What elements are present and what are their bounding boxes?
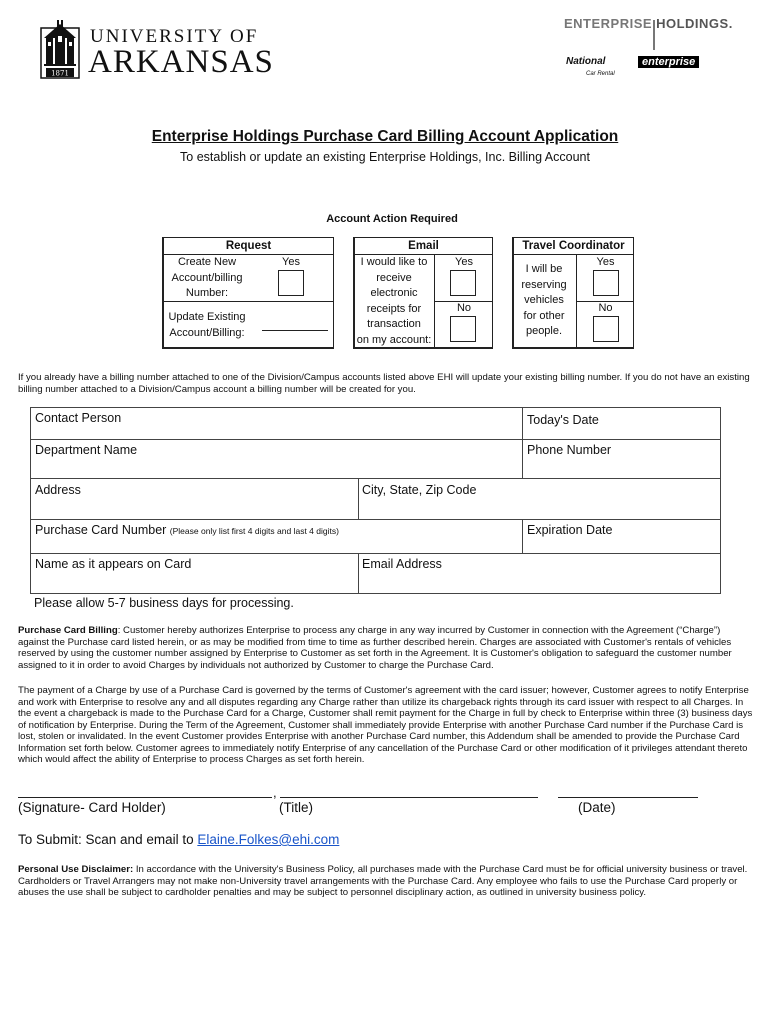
personal-use-disclaimer bbox=[18, 864, 753, 899]
row1-divider bbox=[522, 408, 523, 439]
create-line2: Account/billing bbox=[171, 271, 243, 284]
row3-divider bbox=[358, 478, 359, 519]
national-text: National bbox=[566, 56, 606, 67]
email-yes-checkbox[interactable] bbox=[450, 270, 476, 296]
signature-cardholder-label: (Signature- Card Holder) bbox=[18, 800, 166, 815]
row3-bottom bbox=[31, 519, 720, 520]
department-name-label: Department Name bbox=[35, 443, 138, 457]
contact-person-label: Contact Person bbox=[35, 411, 122, 425]
purchase-card-billing-heading: Purchase Card Billing bbox=[18, 625, 118, 636]
arkansas-text: ARKANSAS bbox=[88, 44, 274, 80]
title-label: (Title) bbox=[279, 800, 313, 815]
email-line5: transaction bbox=[367, 318, 421, 330]
travel-coordinator-header: Travel Coordinator bbox=[514, 238, 633, 255]
purchase-card-note: (Please only list first 4 digits and last 4 digits) bbox=[169, 526, 339, 536]
email-yes-label: Yes bbox=[455, 256, 473, 268]
old-main-seal-icon bbox=[40, 18, 80, 80]
email-no-checkbox[interactable] bbox=[450, 316, 476, 342]
title-line[interactable] bbox=[280, 797, 538, 798]
account-action-heading: Account Action Required bbox=[326, 213, 458, 225]
signature-comma: , bbox=[273, 785, 277, 800]
travel-no-label: No bbox=[598, 302, 613, 314]
page-subtitle: To establish or update an existing Enterprise Holdings, Inc. Billing Account bbox=[180, 150, 590, 164]
update-line2: Account/Billing: bbox=[169, 326, 245, 339]
billing-number-notice: If you already have a billing number attached to one of the Division/Campus accounts listed above EHI will update your existing billing number. If you do not have an existing billing number attached to a Division/Campus account a billing number will be created for you. bbox=[18, 372, 750, 395]
enterprise-holdings-wordmark bbox=[564, 16, 733, 50]
request-header: Request bbox=[164, 238, 333, 255]
national-sub-text: Car Rental bbox=[586, 71, 615, 77]
email-box bbox=[353, 237, 493, 349]
request-divider bbox=[164, 301, 333, 302]
row1-bottom bbox=[31, 439, 720, 440]
todays-date-label: Today's Date bbox=[527, 413, 599, 427]
national-car-rental-logo bbox=[566, 56, 615, 78]
email-line2: receive bbox=[376, 271, 412, 284]
create-yes-label: Yes bbox=[282, 256, 300, 268]
purchase-card-number-label bbox=[35, 523, 339, 537]
submit-prefix: To Submit: Scan and email to bbox=[18, 832, 198, 847]
create-line3: Number: bbox=[185, 287, 229, 299]
page-title: Enterprise Holdings Purchase Card Billing Account Application bbox=[151, 128, 619, 145]
travel-line1: I will be bbox=[525, 263, 563, 275]
email-line4: receipts for bbox=[366, 302, 422, 315]
phone-number-label: Phone Number bbox=[527, 443, 612, 457]
email-header: Email bbox=[355, 238, 492, 255]
enterprise-rent-a-car-logo: enterprise bbox=[638, 56, 699, 68]
travel-description bbox=[514, 262, 574, 340]
row2-bottom bbox=[31, 478, 720, 479]
email-address-label: Email Address bbox=[362, 557, 442, 571]
submit-instructions bbox=[18, 832, 339, 847]
update-existing-label bbox=[164, 310, 250, 341]
create-line1: Create New bbox=[177, 256, 237, 268]
email-description bbox=[355, 255, 433, 348]
email-no-label: No bbox=[456, 302, 472, 314]
date-line[interactable] bbox=[558, 797, 698, 798]
signature-line[interactable] bbox=[18, 797, 272, 798]
enterprise-holdings-logo bbox=[564, 16, 733, 77]
purchase-card-number-text: Purchase Card Number bbox=[35, 523, 167, 537]
seal-year: 1871 bbox=[51, 69, 69, 78]
purchase-card-billing-paragraph bbox=[18, 625, 753, 671]
expiration-date-label: Expiration Date bbox=[527, 523, 613, 537]
purchase-card-billing-text: : Customer hereby authorizes Enterprise to process any charge in any way incurred by Customer in connection with the Agreement (“Charge”) against the Purchase card listed herein, or as may be modified from time to time as further described herein. Charges are associated with Customer's rentals of vehicles reserved by using the customer number assigned by Enterprise to Customer as set forth in the Agreement. It is Customer's obligation to safeguard the customer number assigned to it in order to avoid Charges by individuals not authorized by Customer to charge the Purchase Card. bbox=[18, 625, 732, 671]
row4-bottom bbox=[31, 553, 720, 554]
processing-note: Please allow 5-7 business days for processing. bbox=[34, 596, 294, 610]
travel-coordinator-box bbox=[512, 237, 634, 349]
create-new-label bbox=[164, 255, 250, 302]
university-of-text: UNIVERSITY OF bbox=[90, 26, 259, 47]
travel-line2: reserving bbox=[521, 278, 567, 291]
travel-yes-label: Yes bbox=[596, 256, 615, 268]
payment-paragraph: The payment of a Charge by use of a Purchase Card is governed by the terms of Customer's agreement with the card issuer; however, Customer agrees to notify Enterprise and work with Enterprise to resolve any and all disputes regarding any Charge rather than utilize its chargeback rights through its card issuer with respect to all Charges. In the event a chargeback is made to the Purchase Card for a Charge, Customer shall remit payment for the Charge in full by check to Enterprise within three (3) business days of notification by Enterprise. During the Term of the Agreement, Customer shall immediately provide Enterprise with another Purchase Card number if the Purchase Card is lost, stolen or invalidated. In the event Customer provides Enterprise with another Purchase Card number, this Addendum shall be amended to provide the Purchase Card Information set forth below. Customer agrees to immediately notify Enterprise of any cancellation of the Purchase Card or other modification of it privileges attendant thereto which would affect the ability of Enterprise to process Charges as set forth herein. bbox=[18, 685, 753, 765]
travel-yes-checkbox[interactable] bbox=[593, 270, 619, 296]
travel-no-checkbox[interactable] bbox=[593, 316, 619, 342]
request-box bbox=[162, 237, 334, 349]
email-line6: on my account: bbox=[356, 333, 432, 346]
name-on-card-label: Name as it appears on Card bbox=[35, 557, 192, 571]
create-new-checkbox[interactable] bbox=[278, 270, 304, 296]
submit-email-link[interactable]: Elaine.Folkes@ehi.com bbox=[197, 832, 340, 847]
travel-line3: vehicles bbox=[524, 294, 564, 306]
city-state-zip-label: City, State, Zip Code bbox=[362, 483, 477, 497]
update-line1: Update Existing bbox=[168, 311, 246, 323]
eh-name-right: HOLDINGS. bbox=[656, 16, 733, 31]
travel-line4: for other bbox=[523, 309, 565, 322]
update-existing-line[interactable] bbox=[262, 330, 328, 331]
date-label: (Date) bbox=[578, 800, 616, 815]
applicant-form bbox=[30, 407, 721, 594]
address-label: Address bbox=[35, 483, 81, 497]
email-line1: I would like to bbox=[360, 256, 428, 268]
travel-line5: people. bbox=[525, 325, 563, 337]
row4-divider bbox=[522, 519, 523, 553]
email-line3: electronic bbox=[370, 287, 418, 299]
eh-divider bbox=[653, 20, 655, 50]
disclaimer-text: In accordance with the University's Business Policy, all purchases made with the Purchase Card must be for official university business or travel. Cardholders or Travel Arrangers may not make non-University travel arrangements with the Purchase Card. Any employee who fails to use the Purchase Card properly or abuses the use shall be subject to cardholder penalties and may be subject to personnel disciplinary action, as outlined in university business policy. bbox=[18, 864, 748, 898]
row5-divider bbox=[358, 553, 359, 594]
eh-name-left: ENTERPRISE bbox=[564, 16, 653, 31]
disclaimer-heading: Personal Use Disclaimer: bbox=[18, 864, 134, 875]
row2-divider bbox=[522, 439, 523, 478]
university-of-arkansas-logo bbox=[38, 18, 288, 82]
